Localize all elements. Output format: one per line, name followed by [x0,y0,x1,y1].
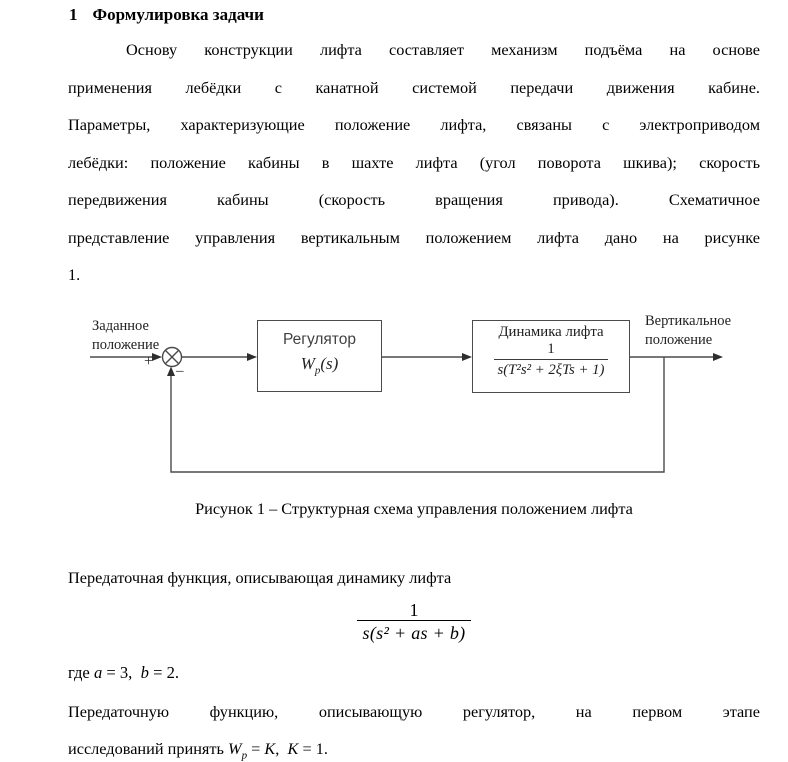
paragraph-line: представление управления вертикальным положением лифта дано на рисунке [68,227,760,247]
arrowhead-icon [247,353,257,361]
note-text: = 1. [298,739,328,758]
fraction-numerator: 1 [409,600,419,620]
transfer-fraction-wrap [68,600,760,645]
paragraph-line: Основу конструкции лифта составляет механизм подъёма на основе [126,40,760,59]
minus-sign: – [176,363,184,379]
intro-paragraph [68,31,760,294]
formula-symbol: K [287,739,299,758]
dynamics-title: Динамика лифта [498,324,604,340]
arrowhead-icon [167,367,175,377]
paragraph-line: 1. [68,265,81,284]
input-label-line: Заданное [92,318,149,334]
regulator-title: Регулятор [283,331,356,348]
section-title: Формулировка задачи [92,5,264,24]
figure-caption: Рисунок 1 – Структурная схема управления положением лифта [195,499,633,518]
regulator-formula [258,354,381,376]
arrowhead-icon [152,353,162,361]
output-signal-label [645,312,731,349]
where-text: = 2. [148,663,180,682]
note-text: , [275,739,288,758]
paragraph-line: Параметры, характеризующие положение лифта, связаны с электроприводом [68,115,760,134]
paragraph-line: лебёдки: положение кабины в шахте лифта (угол поворота шкива); скорость [68,152,760,172]
regulator-block [257,320,382,392]
param-b: b [140,663,149,682]
where-text: где [68,663,94,682]
formula-symbol: K [264,739,276,758]
plus-sign: + [144,353,154,370]
dynamics-numerator: 1 [547,341,555,357]
formula-symbol: (s) [320,354,339,373]
fraction-denominator: s(s² + as + b) [357,620,472,645]
input-label-line: положение [92,336,160,353]
formula-symbol: W [228,739,242,758]
regulator-note-line2 [68,739,328,761]
dynamics-denominator: s(T²s² + 2ξTs + 1) [494,359,607,380]
where-text: = 3, [102,663,141,682]
note-text: = [247,739,265,758]
section-number: 1 [69,5,78,24]
section-heading [69,4,264,26]
note-text: исследований принять [68,739,229,758]
transfer-fraction [357,600,472,645]
input-signal-label [92,317,159,354]
paragraph-line: применения лебёдки с канатной системой передачи движения кабине. [68,77,760,97]
output-label-line: положение [645,331,713,348]
paragraph-line: передвижения кабины (скорость вращения привода). Схематичное [68,190,760,209]
formula-symbol: W [300,354,315,373]
formula-subscript: p [314,364,321,377]
parameters-line [68,663,179,683]
arrowhead-icon [462,353,472,361]
dynamics-block [472,320,630,393]
output-label-line: Вертикальное [645,313,732,329]
arrowhead-icon [713,353,723,361]
regulator-note-line1: Передаточную функцию, описывающую регулятор, на первом этапе [68,702,760,721]
param-a: a [93,663,103,682]
formula-subscript: p [241,749,248,762]
transfer-intro: Передаточная функция, описывающая динамику лифта [68,568,452,587]
